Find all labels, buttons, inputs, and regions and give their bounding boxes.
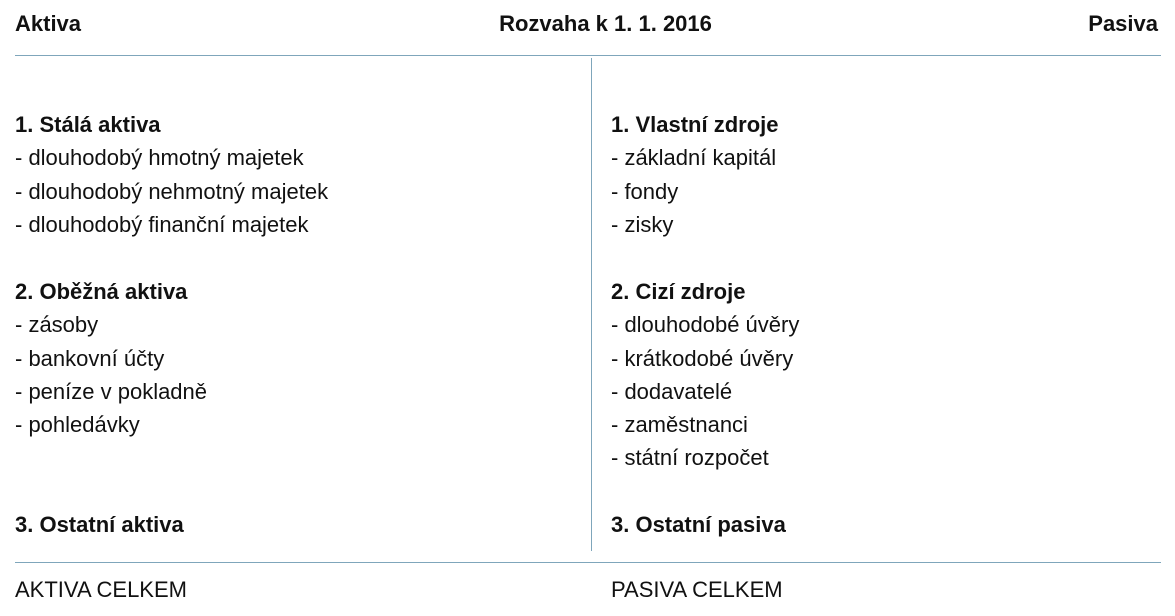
aktiva-heading: Aktiva (15, 11, 82, 36)
list-item: - zásoby (15, 312, 99, 338)
section-title: 1. Vlastní zdroje (611, 112, 779, 137)
list-item: - dodavatelé (611, 378, 733, 404)
list-item: - zaměstnanci (611, 412, 748, 438)
bottom-divider (15, 562, 1161, 563)
list-item: - pohledávky (15, 412, 140, 438)
section-title: 1. Stálá aktiva (15, 112, 161, 137)
list-item: - zisky (611, 211, 674, 237)
section-title: 3. Ostatní pasiva (611, 512, 786, 537)
aktiva-section-other (15, 508, 184, 541)
pasiva-section-other (611, 508, 786, 541)
pasiva-section-liabilities (611, 275, 799, 475)
section-title: 3. Ostatní aktiva (15, 512, 184, 537)
page-title: Rozvaha k 1. 1. 2016 (499, 11, 712, 36)
list-item: - bankovní účty (15, 345, 165, 371)
pasiva-total-label: PASIVA CELKEM (611, 577, 783, 602)
aktiva-section-current (15, 275, 207, 441)
list-item: - základní kapitál (611, 145, 777, 171)
list-item: - krátkodobé úvěry (611, 345, 794, 371)
column-divider (591, 58, 592, 551)
aktiva-section-fixed (15, 108, 328, 241)
list-item: - státní rozpočet (611, 445, 769, 471)
list-item: - dlouhodobý nehmotný majetek (15, 178, 329, 204)
pasiva-heading: Pasiva (1088, 11, 1158, 36)
list-item: - dlouhodobý finanční majetek (15, 211, 309, 237)
aktiva-total-label: AKTIVA CELKEM (15, 577, 187, 602)
section-title: 2. Oběžná aktiva (15, 279, 188, 304)
section-title: 2. Cizí zdroje (611, 279, 746, 304)
top-divider (15, 55, 1161, 56)
list-item: - peníze v pokladně (15, 378, 208, 404)
list-item: - dlouhodobý hmotný majetek (15, 145, 304, 171)
list-item: - fondy (611, 178, 679, 204)
list-item: - dlouhodobé úvěry (611, 312, 800, 338)
pasiva-section-equity (611, 108, 779, 241)
